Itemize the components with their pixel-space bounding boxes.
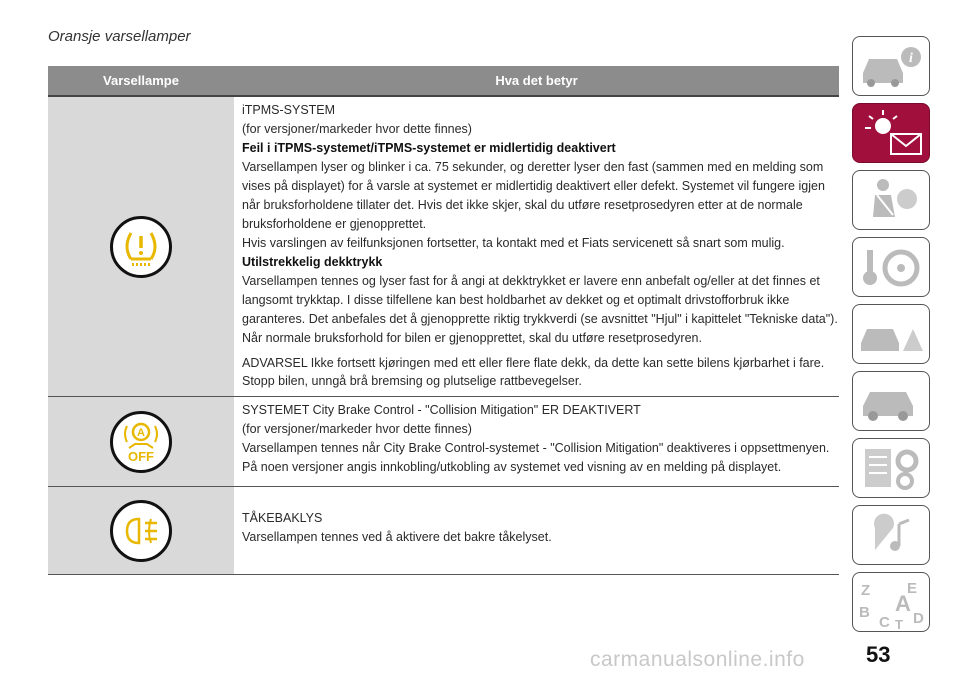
table-header-row (48, 66, 839, 96)
page-number: 53 (866, 642, 891, 667)
description: Varsellampen tennes ved å aktivere det bakre tåkelyset. (242, 530, 552, 544)
system-name: SYSTEMET City Brake Control - "Collision Mitigation" ER DEAKTIVERT (242, 403, 641, 417)
system-name: TÅKEBAKLYS (242, 511, 323, 525)
tab-multimedia[interactable] (852, 505, 930, 565)
warning-note: ADVARSEL Ikke fortsett kjøringen med ett eller flere flate dekk, da dette kan sette bilens kjørbarhet i fare. Stopp bilen, unngå brå bremsing og plutselige rattbevegelser. (242, 356, 825, 388)
meaning-cell (234, 96, 839, 397)
availability-note: (for versjoner/markeder hvor dette finnes) (242, 422, 472, 436)
meaning-cell (234, 487, 839, 575)
tab-starting-driving[interactable] (852, 237, 930, 297)
tab-index[interactable] (852, 572, 930, 632)
index-letter: D (913, 610, 924, 627)
index-letter: T (895, 617, 903, 631)
index-letter: C (879, 614, 890, 631)
rear-fog-light-icon (110, 500, 172, 562)
seat-belt-airbag-icon (853, 171, 929, 229)
subheading: Utilstrekkelig dekktrykk (242, 255, 383, 269)
city-brake-off-icon (110, 411, 172, 473)
car-info-icon (853, 37, 929, 95)
multimedia-icon (853, 506, 929, 564)
column-header-meaning: Hva det betyr (234, 66, 839, 96)
index-letter: E (907, 580, 918, 597)
section-title: Oransje varsellamper (48, 28, 191, 45)
column-header-lamp: Varsellampe (48, 66, 234, 96)
availability-note: (for versjoner/markeder hvor dette finnes) (242, 122, 472, 136)
tab-safety[interactable] (852, 170, 930, 230)
alphabetical-index-icon (853, 573, 929, 631)
warning-light-table (48, 66, 839, 575)
subheading: Feil i iTPMS-systemet/iTPMS-systemet er midlertidig deaktivert (242, 141, 616, 155)
lamp-cell (48, 96, 234, 397)
svg-text:i: i (909, 51, 913, 66)
car-breakdown-icon (853, 305, 929, 363)
tpms-warning-icon (110, 216, 172, 278)
description: Varsellampen tennes og lyser fast for å angi at dekktrykket er lavere enn anbefalt og/eller at det finnes et langsomt trykktap. I disse tilfellene kan best holdbarhet av dekket og et optimalt drivstofforbruk ikke garanteres. Det anbefales det å gjenopprette riktig trykkverdi (se avsnittet "Hjul" i kapittelet "Tekniske data"). Når normale bruksforhold for bilen er gjenopprettet, skal du utføre resetprosedyren. (242, 274, 838, 345)
table-row (48, 96, 839, 397)
description: Hvis varslingen av feilfunksjonen fortsetter, ta kontakt med et Fiats servicenett så snart som mulig. (242, 236, 785, 250)
meaning-cell (234, 397, 839, 487)
system-name: iTPMS-SYSTEM (242, 103, 336, 117)
table-row (48, 397, 839, 487)
index-letter: Z (861, 582, 871, 599)
tab-technical-data[interactable] (852, 438, 930, 498)
index-letter: B (859, 604, 870, 621)
lamp-cell (48, 397, 234, 487)
tab-maintenance[interactable] (852, 371, 930, 431)
tab-emergency[interactable] (852, 304, 930, 364)
index-letter: A (895, 591, 911, 616)
svg-text:A: A (137, 426, 145, 439)
description: Varsellampen tennes når City Brake Control-systemet - "Collision Mitigation" deaktiveres i oppsettmenyen. På noen versjoner angis innkobling/utkobling av systemet ved visning av en melding på displayet. (242, 441, 830, 474)
car-service-icon (853, 372, 929, 430)
tab-warning-lights[interactable] (852, 103, 930, 163)
description: Varsellampen lyser og blinker i ca. 75 sekunder, og deretter lyser den fast (sammen med en melding som vises på displayet) for å varsle at systemet er midlertidig deaktivert eller defekt. Systemet vil fungere igjen når bruksforholdene tillater det. Hvis det ikke skjer, skal du utføre resetprosedyren etter at de normale bruksforholdene er gjenopprettet. (242, 160, 825, 231)
tab-car-info[interactable] (852, 36, 930, 96)
warning-light-message-icon (853, 104, 929, 162)
key-steering-wheel-icon (853, 238, 929, 296)
technical-data-gear-icon (853, 439, 929, 497)
watermark: carmanualsonline.info (590, 648, 805, 671)
off-label: OFF (128, 448, 154, 464)
lamp-cell (48, 487, 234, 575)
table-row (48, 487, 839, 575)
